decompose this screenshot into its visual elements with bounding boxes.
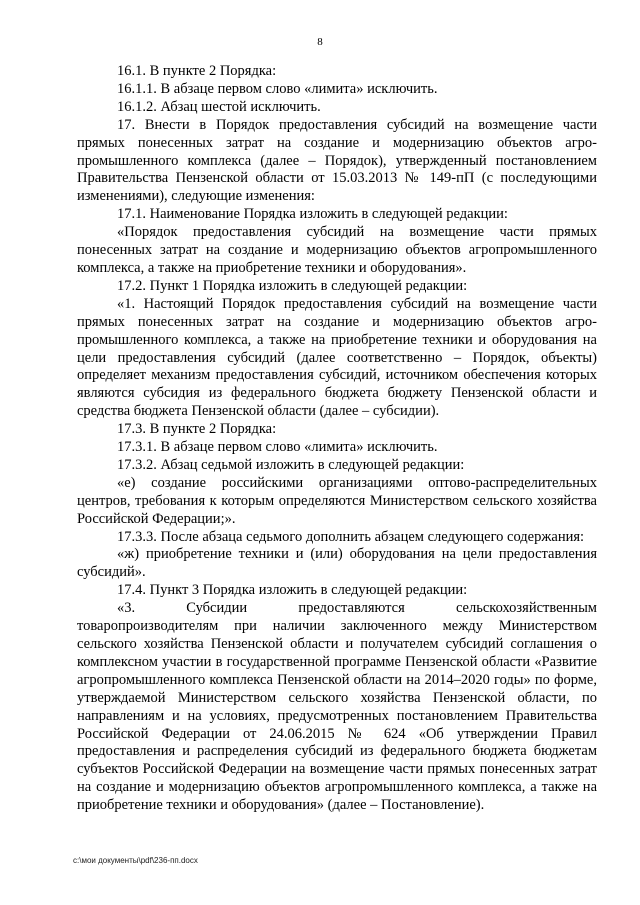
paragraph: 17.3.2. Абзац седьмой изложить в следующей редакции: [117, 456, 465, 473]
paragraph: 17.3. В пункте 2 Порядка: [117, 421, 277, 438]
paragraph: «ж) приобретение техники и (или) оборудования на цели предоставления субсидий». [77, 546, 597, 581]
paragraph: 17.1. Наименование Порядка изложить в следующей редакции: [117, 206, 508, 223]
paragraph: 17.2. Пункт 1 Порядка изложить в следующей редакции: [117, 277, 468, 294]
paragraph: «Порядок предоставления субсидий на возмещение части прямых понесенных затрат на создание и модернизацию объектов агропромышленного комплекса, а также на приобретение техники и оборудования». [77, 224, 597, 276]
footer-file-path: c:\мои документы\pdf\236-пп.docx [73, 856, 198, 865]
paragraph: 16.1. В пункте 2 Порядка: [117, 63, 277, 79]
paragraph: 17. Внести в Порядок предоставления субсидий на возмещение части прямых понесенных затрат на создание и модернизацию объектов агропромышленного комплекса (далее – Порядок), утвержденный постановлением Правительства Пензенской области от 15.03.2013 № 149-пП (с последующими изменениями), следующие изменения: [77, 116, 597, 205]
paragraph: 17.3.3. После абзаца седьмого дополнить абзацем следующего содержания: [117, 528, 585, 545]
paragraph: «1. Настоящий Порядок предоставления субсидий на возмещение части прямых понесенных затрат на создание и модернизацию объектов агропромышленного комплекса, а также на приобретение техники и оборудования на цели предоставления субсидий (далее соответственно – Порядок, объекты) определяет механизм предоставления субсидий, источником обеспечения которых являются субсидия из федерального бюджета бюджету Пензенской области и средства бюджета Пензенской области (далее – субсидии). [77, 295, 597, 420]
page-number: 8 [317, 36, 323, 48]
paragraph: «е) создание российскими организациями оптово-распределительных центров, требования к которым определяются Министерством сельского хозяйства Российской Федерации;». [77, 474, 597, 527]
paragraph: 16.1.1. В абзаце первом слово «лимита» исключить. [117, 80, 438, 97]
paragraph: 17.3.1. В абзаце первом слово «лимита» исключить. [117, 439, 438, 456]
document-body [77, 63, 597, 815]
paragraph: 16.1.2. Абзац шестой исключить. [117, 98, 321, 115]
paragraph: 17.4. Пункт 3 Порядка изложить в следующей редакции: [117, 582, 468, 599]
paragraph: «3. Субсидии предоставляются сельскохозяйственным товаропроизводителям при наличии заключенного между Министерством сельского хозяйства Пензенской области и получателем субсидий соглашения о комплексном участии в государственной программе Пензенской области «Развитие агропромышленного комплекса Пензенской области на 2014–2020 годы» по форме, утверждаемой Министерством сельского хозяйства Пензенской области, по направлениям и на условиях, предусмотренных постановлением Правительства Российской Федерации от 24.06.2015 № 624 «Об утверждении Правил предоставления и распределения субсидий из федерального бюджета бюджетам субъектов Российской Федерации на возмещение части прямых понесенных затрат на создание и модернизацию объектов агропромышленного комплекса, а также на приобретение техники и оборудования» (далее – Постановление). [77, 600, 597, 814]
